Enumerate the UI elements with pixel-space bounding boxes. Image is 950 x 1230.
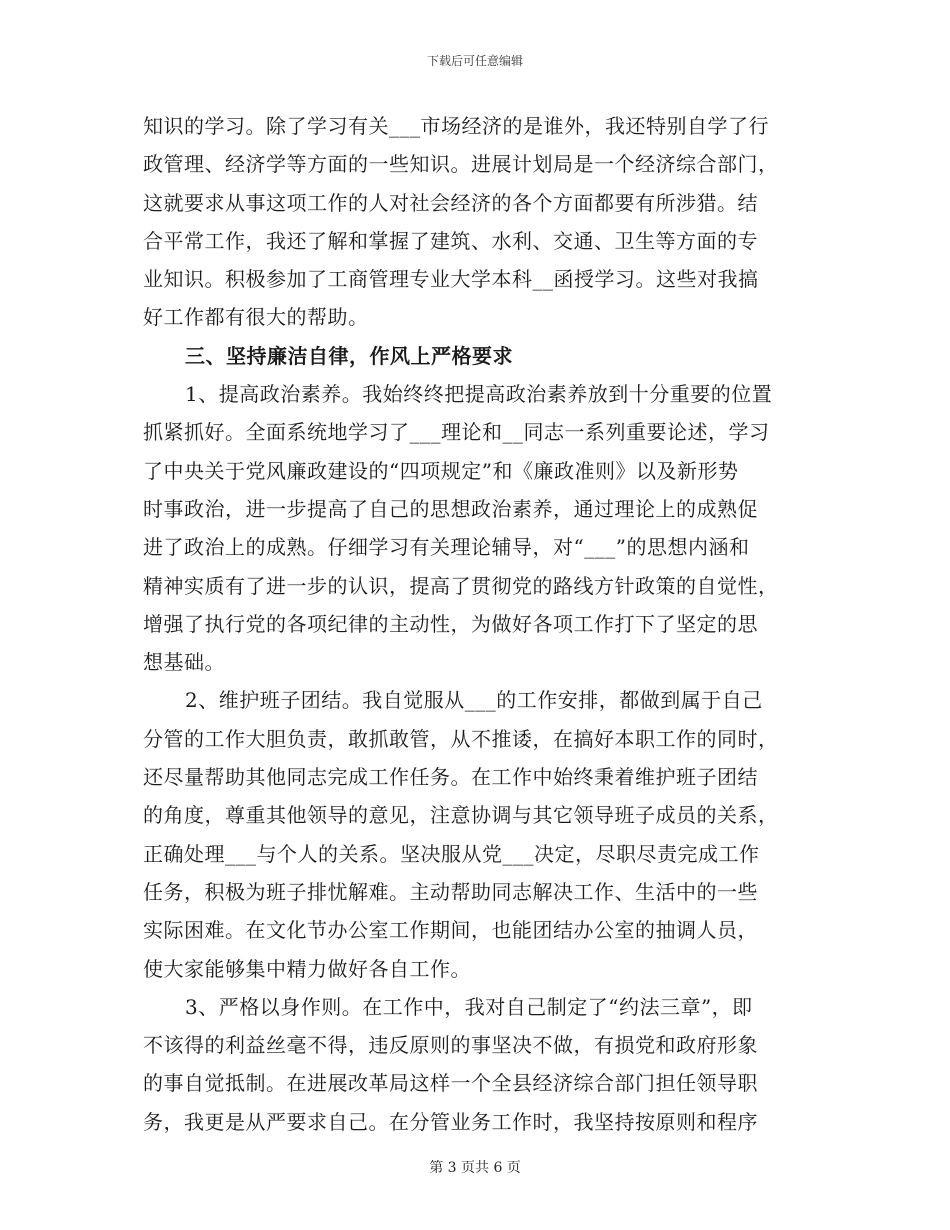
text-line: 不该得的利益丝毫不得，违反原则的事坚决不做，有损党和政府形象: [143, 1033, 758, 1058]
text-line: 还尽量帮助其他同志完成工作任务。在工作中始终秉着维护班子团结: [143, 765, 758, 790]
text-line: 了中央关于党风廉政建设的“四项规定”和《廉政准则》以及新形势: [143, 458, 739, 483]
section-heading: 三、坚持廉洁自律，作风上严格要求: [185, 343, 513, 368]
document-body: [143, 107, 808, 1141]
text-line: 的事自觉抵制。在进展改革局这样一个全县经济综合部门担任领导职: [143, 1071, 758, 1096]
text-line: 想基础。: [143, 650, 225, 675]
text-line: 的角度，尊重其他领导的意见，注意协调与其它领导班子成员的关系，: [143, 803, 779, 828]
text-line: 3、严格以身作则。在工作中，我对自己制定了“约法三章”，即: [185, 994, 753, 1019]
text-line: 实际困难。在文化节办公室工作期间，也能团结办公室的抽调人员，: [143, 918, 758, 943]
text-line: 业知识。积极参加了工商管理专业大学本科__函授学习。这些对我搞: [143, 267, 759, 292]
text-line: 政管理、经济学等方面的一些知识。进展计划局是一个经济综合部门，: [143, 152, 779, 177]
text-line: 进了政治上的成熟。仔细学习有关理论辅导，对“___”的思想内涵和: [143, 535, 750, 560]
text-line: 正确处理___与个人的关系。坚决服从党___决定，尽职尽责完成工作: [143, 841, 760, 866]
text-line: 务，我更是从严要求自己。在分管业务工作时，我坚持按原则和程序: [143, 1109, 758, 1134]
text-line: 抓紧抓好。全面系统地学习了___理论和__同志一系列重要论述，学习: [143, 420, 770, 445]
page-footer: 第 3 页共 6 页: [429, 1160, 521, 1176]
text-line: 好工作都有很大的帮助。: [143, 305, 369, 330]
text-line: 1、提高政治素养。我始终终把提高政治素养放到十分重要的位置: [185, 382, 773, 407]
text-line: 精神实质有了进一步的认识，提高了贯彻党的路线方针政策的自觉性，: [143, 573, 779, 598]
text-line: 分管的工作大胆负责，敢抓敢管，从不推诿，在搞好本职工作的同时，: [143, 726, 779, 751]
page-header: 下载后可任意编辑: [426, 54, 523, 68]
text-line: 2、维护班子团结。我自觉服从___的工作安排，都做到属于自己: [185, 688, 763, 713]
text-line: 增强了执行党的各项纪律的主动性，为做好各项工作打下了坚定的思: [143, 611, 758, 636]
text-line: 这就要求从事这项工作的人对社会经济的各个方面都要有所涉猎。结: [143, 190, 758, 215]
text-line: 时事政治，进一步提高了自己的思想政治素养，通过理论上的成熟促: [143, 496, 758, 521]
text-line: 任务，积极为班子排忧解难。主动帮助同志解决工作、生活中的一些: [143, 879, 758, 904]
text-line: 使大家能够集中精力做好各自工作。: [143, 956, 471, 981]
text-line: 合平常工作，我还了解和掌握了建筑、水利、交通、卫生等方面的专: [143, 228, 758, 253]
text-line: 知识的学习。除了学习有关___市场经济的是谁外，我还特别自学了行: [143, 114, 769, 138]
